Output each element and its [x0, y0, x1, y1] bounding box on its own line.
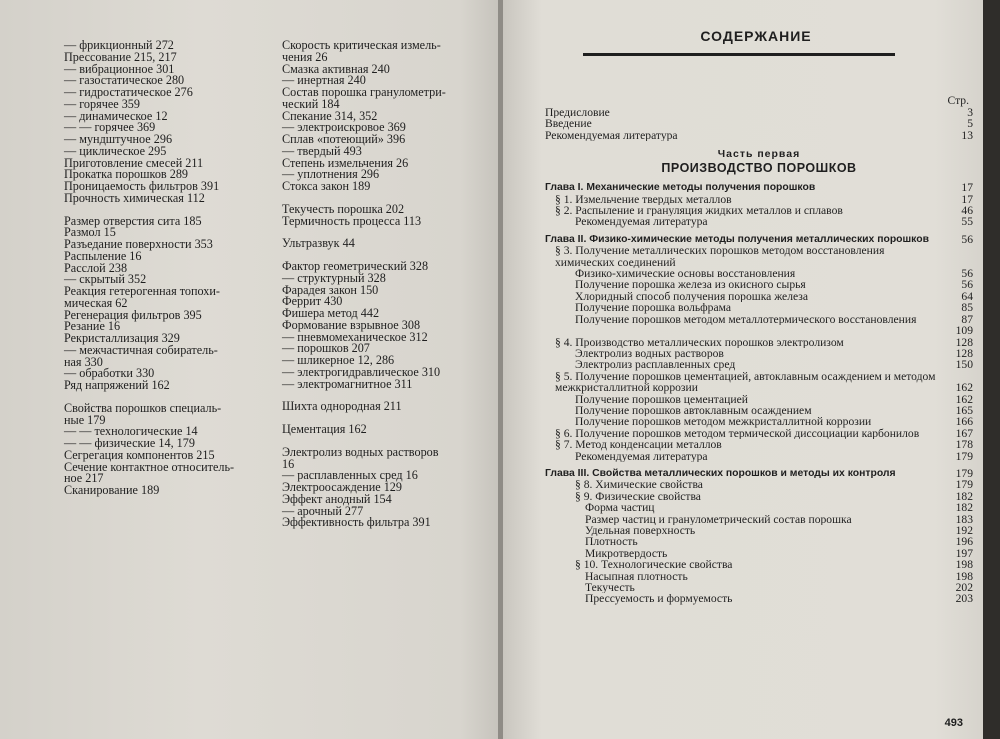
toc-entry-page: 182	[955, 489, 973, 503]
index-entry: — электрогидравлическое 310	[282, 364, 441, 379]
toc-row	[545, 337, 973, 348]
toc-entry-page: 198	[955, 569, 973, 583]
toc-entry-text: Размер частиц и гранулометрический состав порошка	[585, 513, 852, 525]
toc-entry-text: Рекомендуемая литература	[545, 129, 678, 142]
index-entry: Фактор геометрический 328	[282, 259, 429, 273]
index-entry: — пневмомеханическое 312	[282, 329, 428, 344]
index-entry: Приготовление смесей 211	[64, 155, 204, 170]
toc-row	[545, 439, 973, 450]
toc-entry-page: 56	[961, 267, 973, 281]
toc-row	[545, 302, 973, 313]
index-entry: — динамическое 12	[64, 108, 168, 123]
index-entry: Смазка активная 240	[282, 61, 390, 76]
chapter-heading	[545, 234, 973, 245]
index-entry: ное 217	[64, 471, 104, 486]
index-entry: — скрытый 352	[64, 272, 147, 287]
toc-entry-page: 179	[955, 478, 973, 492]
toc-row	[545, 514, 973, 525]
index-entry: Разъедание поверхности 353	[64, 237, 213, 251]
toc-row	[545, 479, 973, 490]
index-entry: Эффект анодный 154	[282, 491, 392, 506]
toc-entry-text: Электролиз водных растворов	[575, 347, 724, 360]
index-entry: Размол 15	[64, 225, 116, 240]
toc-row	[545, 107, 973, 118]
toc-entry-text: § 9. Физические свойства	[575, 490, 701, 503]
toc-entry-text: Введение	[545, 118, 592, 130]
toc-entry-page: 202	[955, 581, 973, 595]
toc-row	[545, 118, 973, 129]
toc-row	[545, 451, 973, 462]
index-entry: — электромагнитное 311	[282, 376, 413, 391]
index-entry: 16	[282, 456, 295, 471]
toc-row	[545, 405, 973, 416]
toc-entry-text: Физико-химические основы восстановления	[575, 268, 796, 280]
toc-entry-page: 196	[955, 535, 973, 549]
index-entry: Скорость критическая измель-	[282, 38, 441, 52]
index-entry: Электроосаждение 129	[282, 480, 402, 494]
toc-entry-text: Насыпная плотность	[585, 570, 688, 583]
index-entry: Стокса закон 189	[282, 179, 371, 193]
toc-entry-page: 182	[955, 501, 973, 515]
toc-entry-page: 64	[961, 289, 973, 303]
index-entry: чения 26	[282, 49, 328, 64]
table-of-contents	[545, 95, 973, 605]
index-entry: Формование взрывное 308	[282, 317, 421, 332]
toc-entry-text: § 1. Измельчение твердых металлов	[555, 193, 732, 206]
toc-row	[545, 536, 973, 547]
index-entry: Степень измельчения 26	[282, 155, 409, 170]
toc-entry-text: § 4. Производство металлических порошков электролизом	[555, 336, 844, 348]
page-column-label: Стр.	[947, 94, 969, 107]
index-entry: — гидростатическое 276	[64, 85, 193, 99]
index-entry: Рекристаллизация 329	[64, 331, 180, 345]
toc-entry-page: 13	[961, 128, 973, 142]
toc-entry-page: 178	[955, 438, 973, 452]
index-entry: — расплавленных сред 16	[282, 468, 418, 483]
toc-row	[545, 216, 973, 227]
index-entry: — межчастичная собиратель-	[64, 342, 218, 357]
index-entry: Ряд напряжений 162	[64, 378, 170, 392]
toc-entry-page: 17	[961, 181, 973, 195]
index-entry: Реакция гетерогенная топохи-	[64, 284, 220, 298]
index-entry: — арочный 277	[282, 503, 364, 518]
toc-entry-page: 198	[955, 558, 973, 572]
chapter-2	[545, 234, 973, 462]
index-entry: ческий 184	[282, 96, 340, 111]
index-entry: ная 330	[64, 354, 103, 369]
toc-entry-page: 128	[955, 335, 973, 349]
toc-row	[545, 348, 973, 359]
toc-entry-text: Электролиз расплавленных сред	[575, 359, 736, 371]
index-entry: Расслой 238	[64, 260, 128, 275]
toc-row	[545, 291, 973, 302]
toc-row	[545, 593, 973, 604]
index-entry: Состав порошка гранулометри-	[282, 85, 446, 99]
toc-row	[545, 130, 973, 141]
index-entry: — твердый 493	[282, 143, 362, 158]
toc-entry-text: § 5. Получение порошков цементацией, автоклавным осаждением и методом межкристаллитной коррозии	[555, 370, 936, 394]
toc-row	[545, 582, 973, 593]
index-entry: Ультразвук 44	[282, 236, 355, 251]
index-entry: Феррит 430	[282, 294, 343, 309]
toc-row	[545, 548, 973, 559]
index-entry: Электролиз водных растворов	[282, 444, 439, 459]
index-entry: Свойства порошков специаль-	[64, 400, 222, 415]
index-entry: — циклическое 295	[64, 143, 167, 158]
toc-entry-page: 85	[961, 301, 973, 315]
toc-row	[545, 245, 973, 268]
toc-entry-page: 203	[955, 592, 973, 606]
toc-entry-text: Микротвердость	[585, 547, 668, 560]
right-page-contents	[503, 0, 983, 739]
toc-entry-text: Глава II. Физико-химические методы получения металлических порошков	[545, 233, 929, 245]
toc-entry-text: Глава III. Свойства металлических порошков и методы их контроля	[545, 467, 896, 479]
toc-row	[545, 268, 973, 279]
toc-entry-text: Получение порошка вольфрама	[575, 302, 732, 314]
index-entry: Эффективность фильтра 391	[282, 515, 431, 530]
toc-entry-text: Рекомендуемая литература	[575, 450, 708, 462]
index-entry: Текучесть порошка 202	[282, 201, 405, 216]
chapter-3	[545, 468, 973, 605]
index-entry: Сечение контактное относитель-	[64, 459, 235, 474]
chapter-heading	[545, 182, 973, 193]
background-edge	[983, 0, 1000, 739]
index-entry: Регенерация фильтров 395	[64, 307, 202, 322]
toc-entry-text: Получение порошков методом межкристаллитной коррозии	[575, 416, 872, 428]
toc-entry-text: Прессуемость и формуемость	[585, 593, 733, 605]
index-entry: Прочность химическая 112	[64, 190, 205, 205]
index-entry: — инертная 240	[282, 73, 366, 88]
page-number: 493	[944, 717, 963, 729]
toc-row	[545, 205, 973, 216]
toc-row	[545, 371, 973, 394]
index-entry: — шликерное 12, 286	[282, 353, 395, 367]
index-entry: — обработки 330	[64, 366, 155, 381]
index-entry: — вибрационное 301	[64, 61, 175, 76]
toc-entry-page: 166	[955, 415, 973, 429]
toc-entry-text: Рекомендуемая литература	[575, 216, 708, 228]
index-entry: — — горячее 369	[64, 120, 156, 135]
toc-entry-page: 167	[955, 426, 973, 440]
index-entry: Цементация 162	[282, 422, 367, 436]
toc-entry-text: Удельная поверхность	[585, 525, 696, 537]
index-entry: Термичность процесса 113	[282, 213, 422, 228]
toc-entry-text: Предисловие	[545, 107, 610, 119]
toc-entry-text: Текучесть	[585, 582, 635, 594]
index-entry: Резание 16	[64, 319, 121, 334]
toc-entry-text: § 8. Химические свойства	[575, 479, 703, 491]
toc-row	[545, 491, 973, 502]
toc-entry-text: Плотность	[585, 536, 638, 548]
toc-entry-text: Получение порошков цементацией	[575, 393, 748, 405]
index-entry: Распыление 16	[64, 248, 142, 263]
index-entry: Сплав «потеющий» 396	[282, 132, 406, 146]
index-entry: Прессование 215, 217	[64, 49, 177, 64]
index-entry: Шихта однородная 211	[282, 399, 402, 414]
toc-row	[545, 502, 973, 513]
toc-entry-page: 56	[961, 278, 973, 292]
toc-entry-page: 197	[955, 546, 973, 560]
index-entry: ные 179	[64, 412, 106, 427]
toc-entry-page: 192	[955, 524, 973, 537]
index-entry: мическая 62	[64, 295, 128, 310]
index-entry: — газостатическое 280	[64, 73, 185, 88]
index-entry: — порошков 207	[282, 341, 370, 356]
toc-row	[545, 325, 973, 336]
index-entry: — электроискровое 369	[282, 120, 406, 135]
toc-entry-text: Глава I. Механические методы получения порошков	[545, 182, 816, 194]
toc-entry-page: 165	[955, 403, 973, 417]
toc-entry-text: Форма частиц	[585, 502, 655, 514]
chapter-heading	[545, 468, 973, 479]
toc-entry-text: § 6. Получение порошков методом термической диссоциации карбонилов	[555, 427, 920, 440]
index-entry: Сегрегация компонентов 215	[64, 447, 215, 462]
index-entry: — структурный 328	[282, 270, 386, 285]
toc-row	[545, 314, 973, 325]
toc-entry-text: § 3. Получение металлических порошков методом восстановления химических соединений	[555, 245, 885, 269]
index-entry: Проницаемость фильтров 391	[64, 179, 220, 193]
toc-entry-page: 150	[955, 358, 973, 372]
toc-entry-text: Получение порошков методом металлотермического восстановления	[575, 313, 917, 326]
toc-row	[545, 416, 973, 427]
toc-entry-text: § 2. Распыление и грануляция жидких металлов и сплавов	[555, 205, 843, 217]
toc-entry-page: 56	[961, 232, 973, 246]
title-rule	[583, 53, 895, 56]
toc-entry-page: 162	[955, 392, 973, 406]
front-matter	[545, 107, 973, 141]
toc-row	[545, 571, 973, 582]
toc-entry-page: 17	[961, 192, 973, 206]
toc-entry-text: § 7. Метод конденсации металлов	[555, 439, 722, 451]
index-entry: — — технологические 14	[64, 424, 198, 439]
toc-row	[545, 428, 973, 439]
toc-entry-text: § 10. Технологические свойства	[575, 559, 733, 571]
toc-entry-page: 3	[967, 106, 973, 119]
index-entry: Спекание 314, 352	[282, 108, 378, 123]
toc-entry-page: 55	[961, 215, 973, 229]
toc-row	[545, 559, 973, 570]
toc-row	[545, 525, 973, 536]
toc-entry-page: 87	[961, 312, 973, 326]
toc-row	[545, 194, 973, 205]
chapter-1	[545, 182, 973, 228]
index-entry: — уплотнения 296	[282, 167, 380, 182]
index-entry: — фрикционный 272	[64, 38, 174, 52]
toc-entry-page: 46	[961, 204, 973, 218]
toc-entry-text: Получение порошка железа из окисного сырья	[575, 279, 806, 291]
part-label: Часть первая	[717, 148, 801, 161]
index-column-2	[282, 40, 492, 529]
index-entry: — — физические 14, 179	[64, 436, 195, 450]
toc-entry-text: Хлоридный способ получения порошка железа	[575, 290, 809, 303]
toc-entry-page: 183	[955, 512, 973, 526]
toc-row	[545, 279, 973, 290]
toc-entry-page: 109	[955, 324, 973, 338]
toc-entry-text: Получение порошков автоклавным осаждением	[575, 404, 812, 417]
index-entry: Размер отверстия сита 185	[64, 213, 202, 228]
index-entry: Фарадея закон 150	[282, 282, 379, 297]
toc-row	[545, 359, 973, 370]
toc-entry-page: 179	[955, 449, 973, 463]
index-entry: Фишера метод 442	[282, 306, 380, 320]
index-entry: Прокатка порошков 289	[64, 167, 189, 182]
index-entry: — горячее 359	[64, 96, 140, 111]
index-entry: Сканирование 189	[64, 483, 160, 497]
contents-title: СОДЕРЖАНИЕ	[700, 28, 812, 44]
toc-entry-page: 5	[967, 117, 973, 131]
index-entry: — мундштучное 296	[64, 132, 173, 146]
toc-row	[545, 394, 973, 405]
toc-entry-page: 128	[955, 346, 973, 360]
part-name: ПРОИЗВОДСТВО ПОРОШКОВ	[661, 161, 857, 176]
toc-entry-page: 179	[955, 466, 973, 480]
toc-entry-page: 162	[955, 381, 973, 395]
index-column-1	[64, 40, 269, 497]
